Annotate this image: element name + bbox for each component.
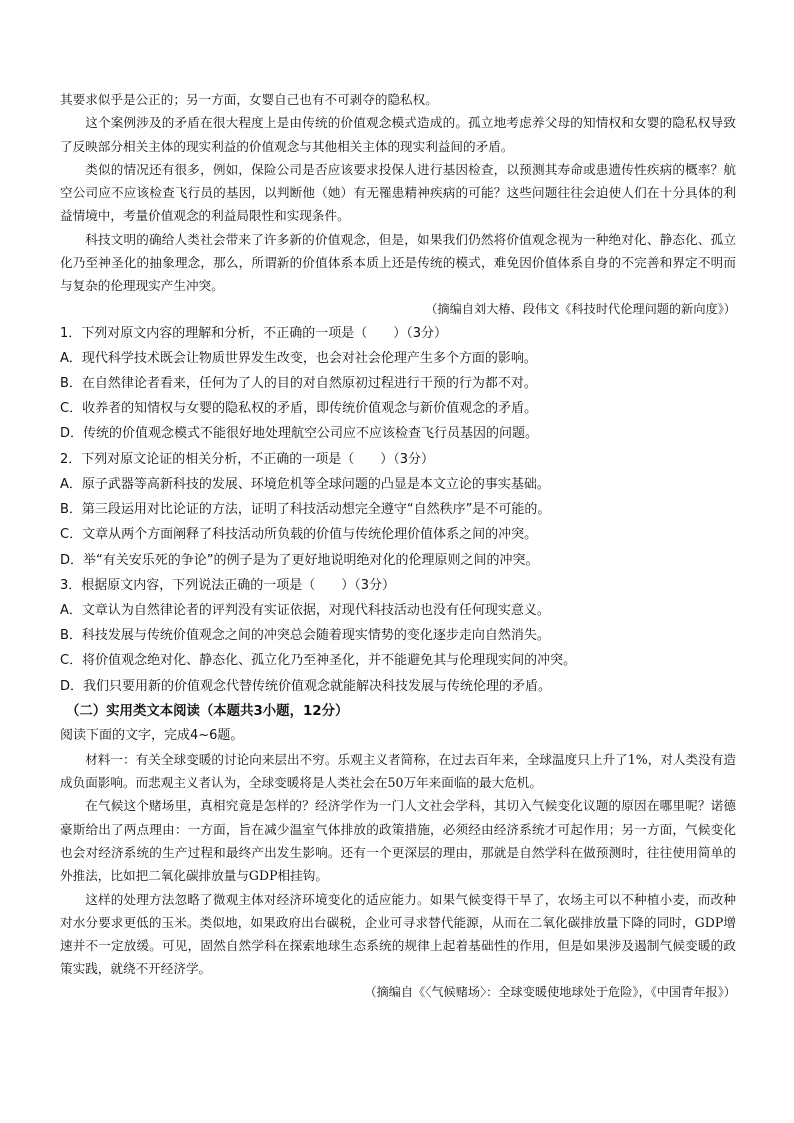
option-c: C．收养者的知情权与女婴的隐私权的矛盾，即传统价值观念与新价值观念的矛盾。 bbox=[60, 401, 538, 417]
passage-continuation bbox=[60, 88, 736, 321]
material-paragraph: 这样的处理方法忽略了微观主体对经济环境变化的适应能力。如果气候变得干旱了，农场主可以不种植小麦，而改种对水分要求更低的玉米。类似地，如果政府出台碳税，企业可寻求替代能源，从而在二氧化碳排放量下降的同时，GDP增速并不一定放缓。可见，固然自然学科在探索地球生态系统的规律上起着基础性的作用，但是如果涉及遏制气候变暖的政策实践，就绕不开经济学。 bbox=[60, 891, 736, 977]
option-a: A．文章认为自然律论者的评判没有实证依据，对现代科技活动也没有任何现实意义。 bbox=[60, 602, 550, 618]
question-stem: 3．根据原文内容，下列说法正确的一项是（ ）（3分） bbox=[60, 577, 396, 593]
option-d: D．举“有关安乐死的争论”的例子是为了更好地说明绝对化的伦理原则之间的冲突。 bbox=[60, 552, 539, 568]
passage-paragraph: 这个案例涉及的矛盾在很大程度上是由传统的价值观念模式造成的。孤立地考虑养父母的知情权和女婴的隐私权导致了反映部分相关主体的现实利益的价值观念与其他相关主体的现实利益间的矛盾。 bbox=[60, 115, 736, 154]
passage-paragraph: 类似的情况还有很多，例如，保险公司是否应该要求投保人进行基因检查，以预测其寿命或患遗传性疾病的概率？航空公司应不应该检查飞行员的基因，以判断他（她）有无罹患精神疾病的可能？这些问题往往会迫使人们在十分具体的利益情境中，考量价值观念的利益局限性和实现条件。 bbox=[60, 161, 736, 224]
question-stem: 1．下列对原文内容的理解和分析，不正确的一项是（ ）（3分） bbox=[60, 325, 448, 341]
option-d: D．我们只要用新的价值观念代替传统价值观念就能解决科技发展与传统伦理的矛盾。 bbox=[60, 678, 552, 694]
material-source: （摘编自《〈气候赌场〉：全球变暖使地球处于危险》，《中国青年报》） bbox=[364, 984, 736, 999]
passage-paragraph: 其要求似乎是公正的；另一方面，女婴自己也有不可剥夺的隐私权。 bbox=[60, 92, 438, 107]
option-b: B．科技发展与传统价值观念之间的冲突总会随着现实情势的变化逐步走向自然消失。 bbox=[60, 628, 550, 644]
option-c: C．将价值观念绝对化、静态化、孤立化乃至神圣化，并不能避免其与伦理现实间的冲突。 bbox=[60, 653, 577, 669]
option-a: A．原子武器等高新科技的发展、环境危机等全球问题的凸显是本文立论的事实基础。 bbox=[60, 476, 550, 492]
question-2 bbox=[60, 447, 736, 573]
question-1 bbox=[60, 321, 736, 447]
section-heading: （二）实用类文本阅读（本题共3小题，12分） bbox=[66, 703, 349, 719]
passage-source: （摘编自刘大椿、段伟文《科技时代伦理问题的新向度》） bbox=[425, 301, 736, 316]
option-a: A．现代科学技术既会让物质世界发生改变，也会对社会伦理产生多个方面的影响。 bbox=[60, 350, 537, 366]
practical-text bbox=[60, 748, 736, 1004]
option-b: B．在自然律论者看来，任何为了人的目的对自然原初过程进行干预的行为都不对。 bbox=[60, 376, 537, 392]
section-instructions: 阅读下面的文字，完成4~6题。 bbox=[60, 727, 244, 743]
option-d: D．传统的价值观念模式不能很好地处理航空公司应不应该检查飞行员基因的问题。 bbox=[60, 426, 539, 442]
exam-page bbox=[60, 88, 736, 1004]
question-stem: 2．下列对原文论证的相关分析，不正确的一项是（ ）（3分） bbox=[60, 451, 435, 467]
material-paragraph: 在气候这个赌场里，真相究竟是怎样的？经济学作为一门人文社会学科，其切入气候变化议题的原因在哪里呢？诺德豪斯给出了两点理由：一方面，旨在减少温室气体排放的政策措施，必须经由经济系统才可起作用；另一方面，气候变化也会对经济系统的生产过程和最终产出发生影响。还有一个更深层的理由，那就是自然学科在做预测时，往往使用简单的外推法，比如把二氧化碳排放量与GDP相挂钩。 bbox=[60, 798, 736, 884]
passage-paragraph: 科技文明的确给人类社会带来了许多新的价值观念，但是，如果我们仍然将价值观念视为一种绝对化、静态化、孤立化乃至神圣化的抽象理念，那么，所谓新的价值体系本质上还是传统的模式，难免因价值体系自身的不完善和界定不明而与复杂的伦理现实产生冲突。 bbox=[60, 231, 736, 294]
question-3 bbox=[60, 573, 736, 699]
option-b: B．第三段运用对比论证的方法，证明了科技活动想完全遵守“自然秩序”是不可能的。 bbox=[60, 502, 551, 518]
material-paragraph: 材料一：有关全球变暖的讨论向来层出不穷。乐观主义者简称，在过去百年来，全球温度只上升了1%，对人类没有造成负面影响。而悲观主义者认为，全球变暖将是人类社会在50万年来面临的最大危机。 bbox=[60, 751, 736, 791]
option-c: C．文章从两个方面阐释了科技活动所负载的价值与传统伦理价值体系之间的冲突。 bbox=[60, 527, 538, 543]
